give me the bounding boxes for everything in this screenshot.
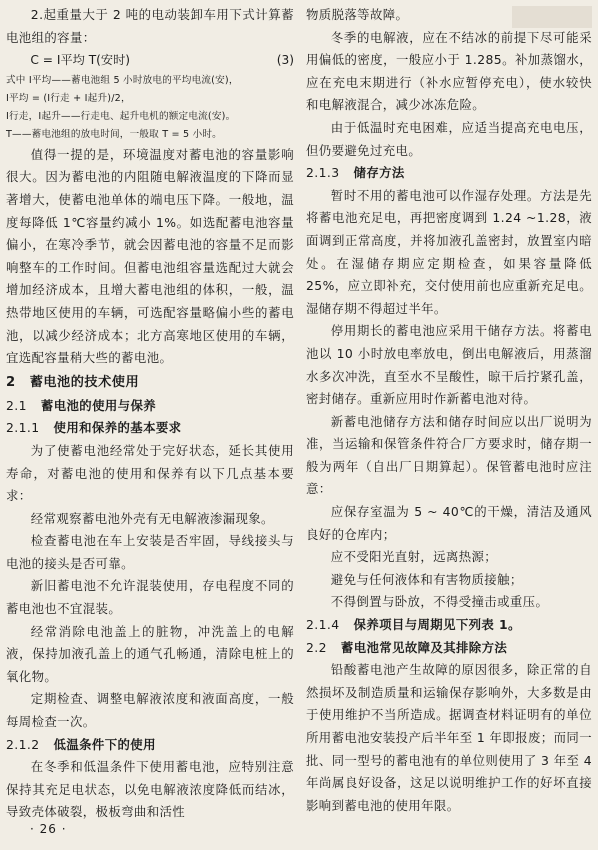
page-number: · 26 · bbox=[30, 822, 67, 836]
section-heading bbox=[6, 371, 294, 395]
section-number: 2.1.1 bbox=[6, 420, 40, 436]
paragraph: 为了使蓄电池经常处于完好状态，延长其使用寿命，对蓄电池的使用和保养有以下几点基本要求： bbox=[6, 442, 294, 504]
paragraph: 暂时不用的蓄电池可以作湿存处理。方法是先将蓄电池充足电，再把密度调到 1.24 ~1.28，液面调到正常高度，并将加液孔盖密封，放置室内暗处。在湿储存期应定期检查，如果容量降低 25%，应立即补充，交付使用前也应重新充足电。湿储存期不得超过半年。 bbox=[306, 187, 592, 316]
section-number: 2.1.3 bbox=[306, 165, 340, 181]
formula-expression: C = I平均 T(安时) bbox=[30, 53, 131, 68]
formula-3 bbox=[6, 49, 294, 72]
paragraph: 避免与任何液体和有害物质接触； bbox=[330, 571, 523, 587]
paragraph: 由于低温时充电困难，应适当提高充电电压，但仍要避免过充电。 bbox=[306, 119, 592, 158]
formula-legend: T——蓄电池组的放电时间，一般取 T = 5 小时。 bbox=[6, 128, 222, 140]
section-number: 2.1.2 bbox=[6, 736, 40, 752]
paragraph: 值得一提的是，环境温度对蓄电池的容量影响很大。因为蓄电池的内阻随电解液温度的下降而显著增大，使蓄电池单体的端电压下降。一般地，温度每降低 1℃容量约减小 1%。如选配蓄电池容量偏小，在寒冷季节，就会因蓄电池的容量不足而影响整车的工作时间。但蓄电池组容量选配过大就会增加经济成本，且增大蓄电池组的体积，一般，温热带地区使用的车辆，可选配容量略偏小些的蓄电池，以减少经济成本；北方高寒地区使用的车辆，宜选配容量稍大些的蓄电池。 bbox=[6, 146, 294, 366]
paragraph: 物质脱落等故障。 bbox=[306, 7, 409, 22]
subsection-heading bbox=[306, 637, 592, 660]
subsection-heading bbox=[306, 162, 592, 185]
section-title: 低温条件下的使用 bbox=[53, 736, 156, 752]
right-column bbox=[306, 4, 592, 817]
left-column bbox=[6, 4, 294, 824]
subsection-heading bbox=[6, 395, 294, 418]
paragraph: 冬季的电解液，应在不结冰的前提下尽可能采用偏低的密度，一般应小于 1.285。补加蒸馏水，应在充电末期进行（补水应暂停充电），使水较快和电解液混合，减少冰冻危险。 bbox=[306, 29, 592, 113]
paragraph: 新蓄电池储存方法和储存时间应以出厂说明为准，当运输和保管条件符合厂方要求时，储存期一般为两年（自出厂日期算起）。保管蓄电池时应注意： bbox=[306, 413, 592, 497]
paragraph: 应不受阳光直射，远离热源； bbox=[330, 549, 498, 565]
paragraph: 2.起重量大于 2 吨的电动装卸车用下式计算蓄电池组的容量： bbox=[6, 7, 294, 45]
section-title: 蓄电池的使用与保养 bbox=[40, 397, 157, 413]
paragraph: 停用期长的蓄电池应采用干储存方法。将蓄电池以 10 小时放电率放电，倒出电解液后，用蒸溜水多次冲洗，直至水不呈酸性，晾干后拧紧孔盖，密封储存。重新应用时作新蓄电池对待。 bbox=[306, 323, 592, 407]
paragraph: 铅酸蓄电池产生故障的原因很多，除正常的自然损坏及制造质量和运输保存影响外，大多数是由于使用维护不当所造成。据调查材料证明有的单位所用蓄电池安装投产后半年至 1 年即报废；而同一批、同一型号的蓄电池有的单位则使用了 3 年至 4 年尚属良好设备，这足以说明维护工作的好坏直接影响到蓄电池的使用年限。 bbox=[306, 662, 592, 813]
subsection-heading bbox=[306, 614, 592, 637]
formula-legend: I行走，I起升——行走电、起升电机的额定电流(安)。 bbox=[6, 110, 236, 122]
section-title: 使用和保养的基本要求 bbox=[53, 420, 182, 436]
paragraph: 经常消除电池盖上的脏物，冲洗盖上的电解液，保持加液孔盖上的通气孔畅通，清除电桩上的氧化物。 bbox=[6, 623, 294, 684]
subsection-heading bbox=[6, 734, 294, 757]
paragraph: 检查蓄电池在车上安装是否牢固，导线接头与电池的接头是否可靠。 bbox=[6, 533, 294, 571]
section-number: 2.2 bbox=[306, 639, 327, 655]
section-title: 保养项目与周期见下列表 1。 bbox=[353, 617, 521, 633]
formula-legend: I平均 = (I行走 + I起升)/2， bbox=[6, 92, 131, 104]
paragraph: 经常观察蓄电池外壳有无电解液渗漏现象。 bbox=[30, 510, 274, 526]
section-number: 2.1 bbox=[6, 397, 27, 413]
paragraph: 定期检查、调整电解液浓度和液面高度，一般每周检查一次。 bbox=[6, 691, 294, 730]
section-number: 2 bbox=[6, 374, 16, 390]
section-title: 蓄电池常见故障及其排除方法 bbox=[340, 639, 508, 655]
section-number: 2.1.4 bbox=[306, 617, 340, 633]
section-title: 蓄电池的技术使用 bbox=[29, 374, 140, 390]
paragraph: 新旧蓄电池不允许混装使用，存电程度不同的蓄电池也不宜混装。 bbox=[6, 578, 294, 617]
paragraph: 不得倒置与卧放，不得受撞击或重压。 bbox=[330, 594, 549, 610]
formula-legend: 式中 I平均——蓄电池组 5 小时放电的平均电流(安)， bbox=[6, 74, 239, 86]
formula-number: (3) bbox=[276, 53, 294, 68]
subsection-heading bbox=[6, 417, 294, 440]
paragraph: 在冬季和低温条件下使用蓄电池，应特别注意保持其充足电状态，以免电解液浓度降低而结冰，导致壳体破裂，极板弯曲和活性 bbox=[6, 759, 294, 820]
section-title: 储存方法 bbox=[353, 165, 405, 181]
paragraph: 应保存室温为 5 ~ 40℃的干燥，清洁及通风良好的仓库内； bbox=[306, 504, 592, 542]
